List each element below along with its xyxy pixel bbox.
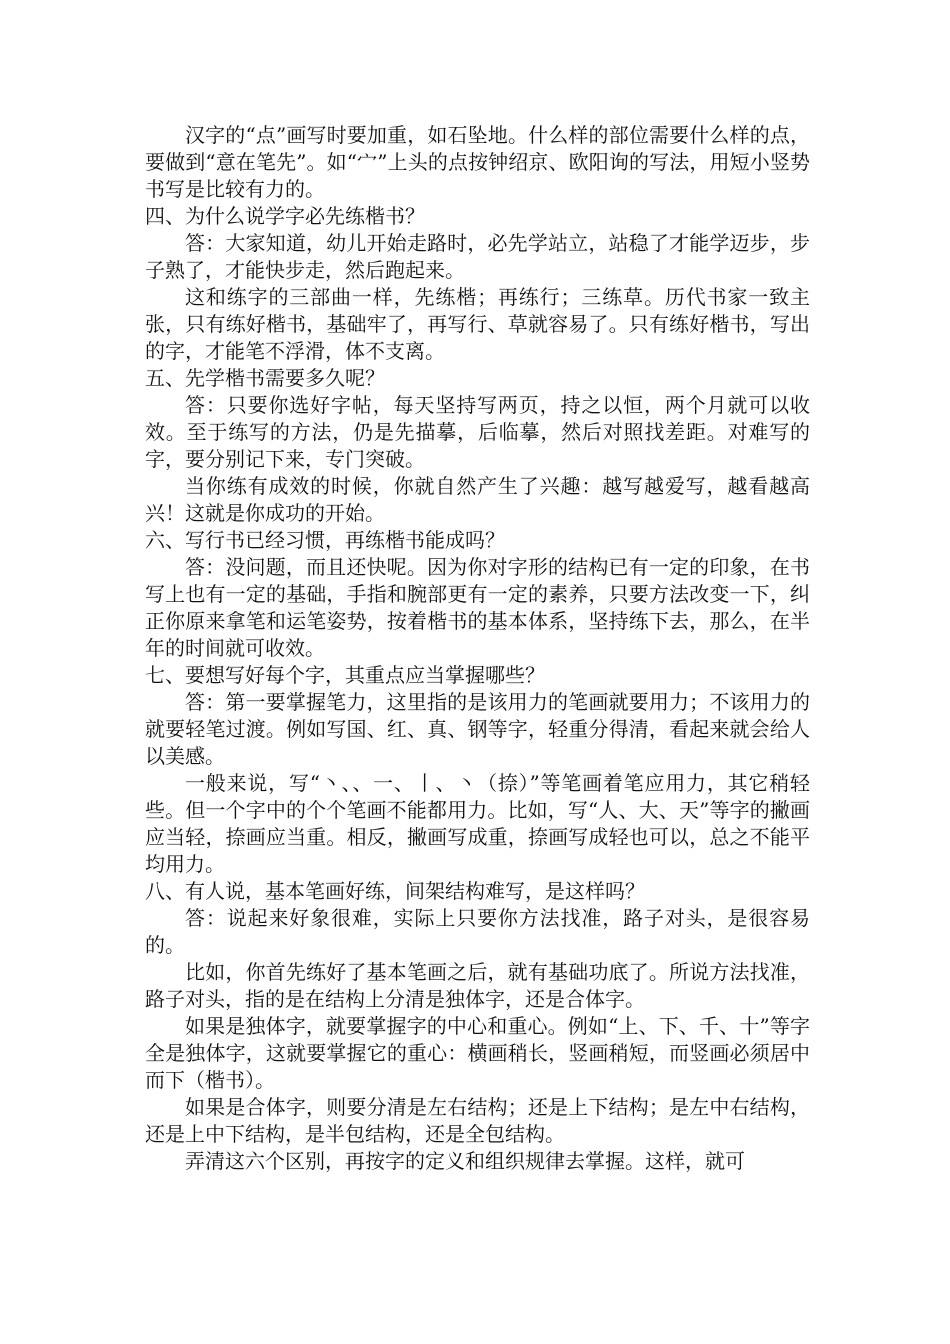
section-heading: 六、写行书已经习惯，再练楷书能成吗？: [145, 528, 505, 552]
intro-section: [145, 122, 810, 203]
section-paragraph: 答：没问题，而且还快呢。因为你对字形的结构已有一定的印象，在书写上也有一定的基础，手指和腕部更有一定的素养，只要方法改变一下，纠正你原来拿笔和运笔姿势，按着楷书的基本体系，坚持练下去，那么，在半年的时间就可收效。: [145, 555, 810, 660]
section-paragraph: 这和练字的三部曲一样，先练楷；再练行；三练草。历代书家一致主张，只有练好楷书，基础牢了，再写行、草就容易了。只有练好楷书，写出的字，才能笔不浮滑，体不支离。: [145, 285, 810, 363]
section-paragraph: 答：说起来好象很难，实际上只要你方法找准，路子对头，是很容易的。: [145, 906, 810, 957]
intro-paragraph: 汉字的“点”画写时要加重，如石坠地。什么样的部位需要什么样的点，要做到“意在笔先”。如“宀”上头的点按钟绍京、欧阳询的写法，用短小竖势书写是比较有力的。: [145, 123, 810, 201]
section-4: [145, 203, 810, 365]
section-paragraph: 当你练有成效的时候，你就自然产生了兴趣：越写越爱写，越看越高兴！这就是你成功的开始。: [145, 474, 810, 525]
document-page: [145, 122, 810, 1175]
section-paragraph: 答：第一要掌握笔力，这里指的是该用力的笔画就要用力；不该用力的就要轻笔过渡。例如写国、红、真、钢等字，轻重分得清，看起来就会给人以美感。: [145, 690, 810, 768]
section-paragraph: 如果是独体字，就要掌握字的中心和重心。例如“上、下、千、十”等字全是独体字，这就要掌握它的重心：横画稍长，竖画稍短，而竖画必须居中而下（楷书）。: [145, 1014, 810, 1092]
section-8: [145, 878, 810, 1175]
section-paragraph: 弄清这六个区别，再按字的定义和组织规律去掌握。这样，就可: [185, 1149, 745, 1173]
section-heading: 七、要想写好每个字，其重点应当掌握哪些？: [145, 663, 545, 687]
section-7: [145, 662, 810, 878]
section-paragraph: 如果是合体字，则要分清是左右结构；还是上下结构；是左中右结构，还是上中下结构，是半包结构，还是全包结构。: [145, 1095, 810, 1146]
section-heading: 五、先学楷书需要多久呢？: [145, 366, 385, 390]
section-paragraph: 一般来说，写“丶、、一、丨、丶（捺）”等笔画着笔应用力，其它稍轻些。但一个字中的个个笔画不能都用力。比如，写“人、大、天”等字的撇画应当轻，捺画应当重。相反，撇画写成重，捺画写成轻也可以，总之不能平均用力。: [145, 771, 810, 876]
section-paragraph: 答：大家知道，幼儿开始走路时，必先学站立，站稳了才能学迈步，步子熟了，才能快步走，然后跑起来。: [145, 231, 810, 282]
section-heading: 八、有人说，基本笔画好练，间架结构难写，是这样吗？: [145, 879, 645, 903]
section-5: [145, 365, 810, 527]
section-paragraph: 比如，你首先练好了基本笔画之后，就有基础功底了。所说方法找准，路子对头，指的是在结构上分清是独体字，还是合体字。: [145, 960, 810, 1011]
section-6: [145, 527, 810, 662]
section-heading: 四、为什么说学字必先练楷书？: [145, 204, 425, 228]
section-paragraph: 答：只要你选好字帖，每天坚持写两页，持之以恒，两个月就可以收效。至于练写的方法，仍是先描摹，后临摹，然后对照找差距。对难写的字，要分别记下来，专门突破。: [145, 393, 810, 471]
